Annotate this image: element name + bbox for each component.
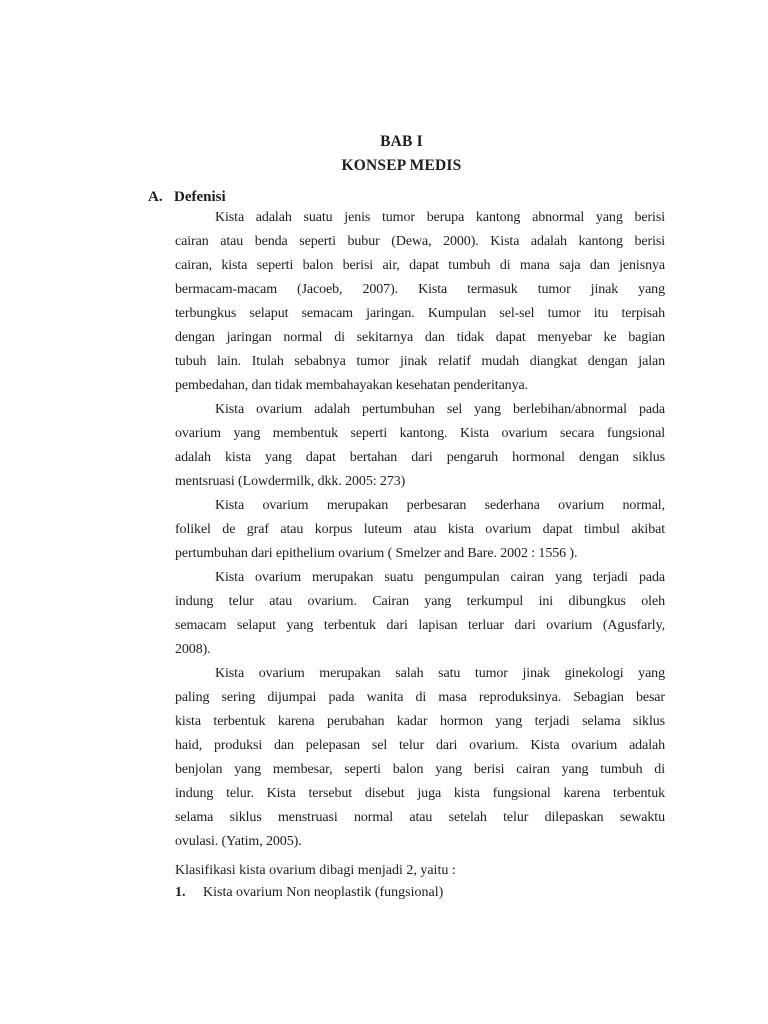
paragraph-5 bbox=[175, 662, 665, 854]
paragraph-4 bbox=[175, 566, 665, 662]
list-item-number: 1. bbox=[175, 885, 186, 900]
paragraph-1 bbox=[175, 206, 665, 398]
body-text bbox=[175, 206, 665, 854]
text-line: semacam selaput yang terbentuk dari lapisan terluar dari ovarium (Agusfarly, bbox=[175, 618, 665, 633]
text-line: indung telur atau ovarium. Cairan yang terkumpul ini dibungkus oleh bbox=[175, 594, 665, 609]
list-item-label: Kista ovarium Non neoplastik (fungsional) bbox=[203, 885, 444, 900]
text-line: pertumbuhan dari epithelium ovarium ( Smelzer and Bare. 2002 : 1556 ). bbox=[175, 546, 578, 561]
classification-intro: Klasifikasi kista ovarium dibagi menjadi 2, yaitu : bbox=[175, 863, 456, 878]
text-line: bermacam-macam (Jacoeb, 2007). Kista termasuk tumor jinak yang bbox=[175, 282, 665, 297]
text-line: mentsruasi (Lowdermilk, dkk. 2005: 273) bbox=[175, 474, 406, 489]
section-heading bbox=[148, 188, 655, 206]
text-line: Kista adalah suatu jenis tumor berupa kantong abnormal yang berisi bbox=[215, 210, 665, 225]
text-line: indung telur. Kista tersebut disebut juga kista fungsional karena terbentuk bbox=[175, 786, 665, 801]
text-line: cairan atau benda seperti bubur (Dewa, 2000). Kista adalah kantong berisi bbox=[175, 234, 665, 249]
text-line: Kista ovarium merupakan perbesaran sederhana ovarium normal, bbox=[215, 498, 665, 513]
classification-section bbox=[175, 860, 665, 904]
text-line: ovarium yang membentuk seperti kantong. Kista ovarium secara fungsional bbox=[175, 426, 665, 441]
text-line: paling sering dijumpai pada wanita di masa reproduksinya. Sebagian besar bbox=[175, 690, 665, 705]
text-line: Kista ovarium merupakan suatu pengumpulan cairan yang terjadi pada bbox=[215, 570, 665, 585]
chapter-title: KONSEP MEDIS bbox=[341, 157, 462, 174]
text-line: Kista ovarium merupakan salah satu tumor jinak ginekologi yang bbox=[215, 666, 665, 681]
text-line: Kista ovarium adalah pertumbuhan sel yang berlebihan/abnormal pada bbox=[215, 402, 665, 417]
text-line: adalah kista yang dapat bertahan dari pengaruh hormonal dengan siklus bbox=[175, 450, 665, 465]
text-line: haid, produksi dan pelepasan sel telur dari ovarium. Kista ovarium adalah bbox=[175, 738, 665, 753]
text-line: benjolan yang membesar, seperti balon yang berisi cairan yang tumbuh di bbox=[175, 762, 665, 777]
paragraph-2 bbox=[175, 398, 665, 494]
text-line: terbungkus selaput semacam jaringan. Kumpulan sel-sel tumor itu terpisah bbox=[175, 306, 665, 321]
text-line: kista terbentuk karena perubahan kadar hormon yang terjadi selama siklus bbox=[175, 714, 665, 729]
text-line: cairan, kista seperti balon berisi air, dapat tumbuh di mana saja dan jenisnya bbox=[175, 258, 665, 273]
text-line: folikel de graf atau korpus luteum atau kista ovarium dapat timbul akibat bbox=[175, 522, 665, 537]
text-line: dengan jaringan normal di sekitarnya dan tidak dapat menyebar ke bagian bbox=[175, 330, 665, 345]
section-letter: A. bbox=[148, 189, 163, 205]
paragraph-3 bbox=[175, 494, 665, 566]
chapter-heading: BAB I bbox=[380, 133, 423, 150]
section-label: Defenisi bbox=[174, 189, 226, 205]
text-line: selama siklus menstruasi normal atau setelah telur dilepaskan sewaktu bbox=[175, 810, 665, 825]
text-line: 2008). bbox=[175, 642, 211, 657]
list-item bbox=[175, 882, 665, 904]
text-line: pembedahan, dan tidak membahayakan kesehatan penderitanya. bbox=[175, 378, 528, 393]
text-line: tubuh lain. Itulah sebabnya tumor jinak relatif mudah diangkat dengan jalan bbox=[175, 354, 665, 369]
text-line: ovulasi. (Yatim, 2005). bbox=[175, 834, 302, 849]
